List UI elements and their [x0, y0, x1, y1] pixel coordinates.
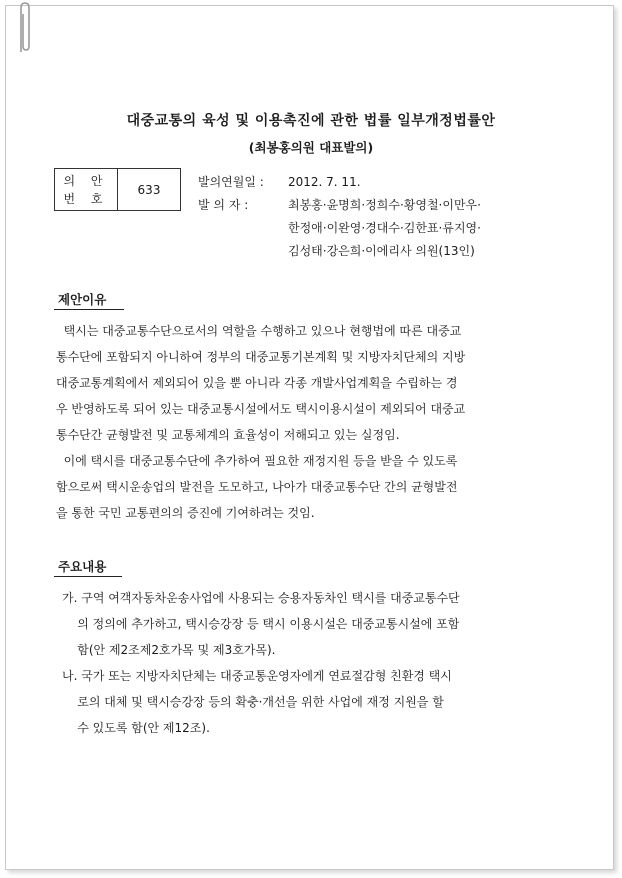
contents-line: 가. 구역 여객자동차운송사업에 사용되는 승용자동차인 택시를 대중교통수단 — [62, 591, 460, 605]
contents-line: 함(안 제2조제2호가목 및 제3호가목). — [62, 643, 276, 657]
contents-item-ga — [62, 585, 460, 663]
reason-heading-underline — [54, 309, 124, 310]
reason-line: 이에 택시를 대중교통수단에 추가하여 필요한 재정지원 등을 받을 수 있도록 — [56, 454, 458, 468]
proposers-line: 최봉홍·윤명희·정희수·황영철·이만우· — [288, 198, 481, 212]
reason-line: 함으로써 택시운송업의 발전을 도모하고, 나아가 대중교통수단 간의 균형발전 — [56, 480, 458, 494]
bill-number-label — [55, 169, 118, 211]
paperclip-icon — [15, 0, 33, 58]
bill-number-table — [54, 168, 181, 211]
reason-paragraph — [56, 318, 568, 526]
contents-line: 나. 국가 또는 지방자치단체는 대중교통운영자에게 연료절감형 친환경 택시 — [62, 669, 452, 683]
proposers-label: 발 의 자 : — [198, 198, 249, 212]
contents-line: 로의 대체 및 택시승강장 등의 확충·개선을 위한 사업에 재정 지원을 할 — [62, 695, 444, 709]
proposers-line: 김성태·강은희·이에리사 의원(13인) — [288, 244, 475, 258]
contents-line: 수 있도록 함(안 제12조). — [62, 721, 210, 735]
reason-line: 대중교통계획에서 제외되어 있을 뿐 아니라 각종 개발사업계획을 수립하는 경 — [56, 376, 458, 390]
contents-heading: 주요내용 — [58, 559, 107, 574]
bill-number-label-line2: 번 호 — [63, 191, 109, 206]
bill-number-value: 633 — [118, 169, 181, 211]
reason-line: 통수단에 포함되지 아니하여 정부의 대중교통기본계획 및 지방자치단체의 지방 — [56, 350, 466, 364]
contents-heading-underline — [54, 576, 122, 577]
reason-line: 을 통한 국민 교통편의의 증진에 기여하려는 것임. — [56, 506, 315, 520]
proposal-date-label: 발의연월일 : — [198, 175, 264, 189]
document-subtitle: (최봉홍의원 대표발의) — [248, 140, 374, 155]
proposal-date: 2012. 7. 11. — [288, 175, 361, 189]
reason-heading: 제안이유 — [58, 292, 107, 307]
reason-line: 통수단간 균형발전 및 교통체계의 효율성이 저해되고 있는 실정임. — [56, 428, 400, 442]
reason-line: 택시는 대중교통수단으로서의 역할을 수행하고 있으나 현행법에 따른 대중교 — [56, 324, 462, 338]
bill-number-label-line1: 의 안 — [63, 173, 109, 188]
contents-line: 의 정의에 추가하고, 택시승강장 등 택시 이용시설은 대중교통시설에 포함 — [62, 617, 460, 631]
contents-item-na — [62, 663, 452, 741]
document-title: 대중교통의 육성 및 이용촉진에 관한 법률 일부개정법률안 — [126, 113, 496, 129]
reason-line: 우 반영하도록 되어 있는 대중교통시설에서도 택시이용시설이 제외되어 대중교 — [56, 402, 466, 416]
proposers-line: 한정애·이완영·경대수·김한표·류지영· — [288, 221, 481, 235]
